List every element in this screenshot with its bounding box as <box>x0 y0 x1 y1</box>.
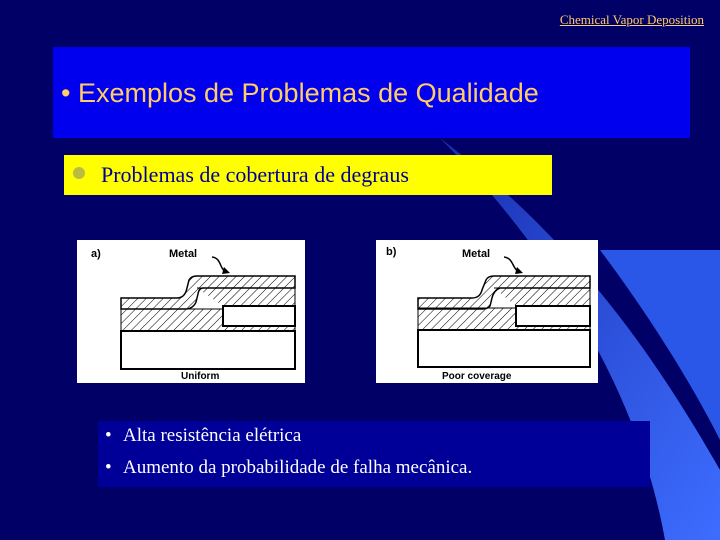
list-item-text: Aumento da probabilidade de falha mecânica. <box>123 457 473 478</box>
consequences-list <box>98 421 650 487</box>
list-item-text: Alta resistência elétrica <box>123 425 302 446</box>
bullet-icon <box>73 167 85 179</box>
title-box <box>53 47 690 138</box>
metal-label: Metal <box>169 248 198 260</box>
bullet-text: Problemas de cobertura de degraus <box>101 162 409 187</box>
list-item <box>105 425 301 447</box>
figure-uniform <box>77 240 305 383</box>
figure-caption: Uniform <box>181 371 220 382</box>
bullet-icon: • <box>105 425 112 446</box>
figure-caption: Poor coverage <box>442 371 512 382</box>
figure-poor-coverage <box>376 240 598 383</box>
slide-title: • Exemplos de Problemas de Qualidade <box>61 78 539 108</box>
bullet-icon: • <box>105 457 112 478</box>
header-link[interactable]: Chemical Vapor Deposition <box>559 12 704 27</box>
bullet-box <box>64 155 552 195</box>
cross-section-diagram <box>77 240 305 383</box>
list-item <box>105 457 472 479</box>
cross-section-diagram <box>376 240 598 383</box>
figure-label: a) <box>91 248 101 260</box>
metal-label: Metal <box>462 248 491 260</box>
figure-label: b) <box>386 246 397 258</box>
